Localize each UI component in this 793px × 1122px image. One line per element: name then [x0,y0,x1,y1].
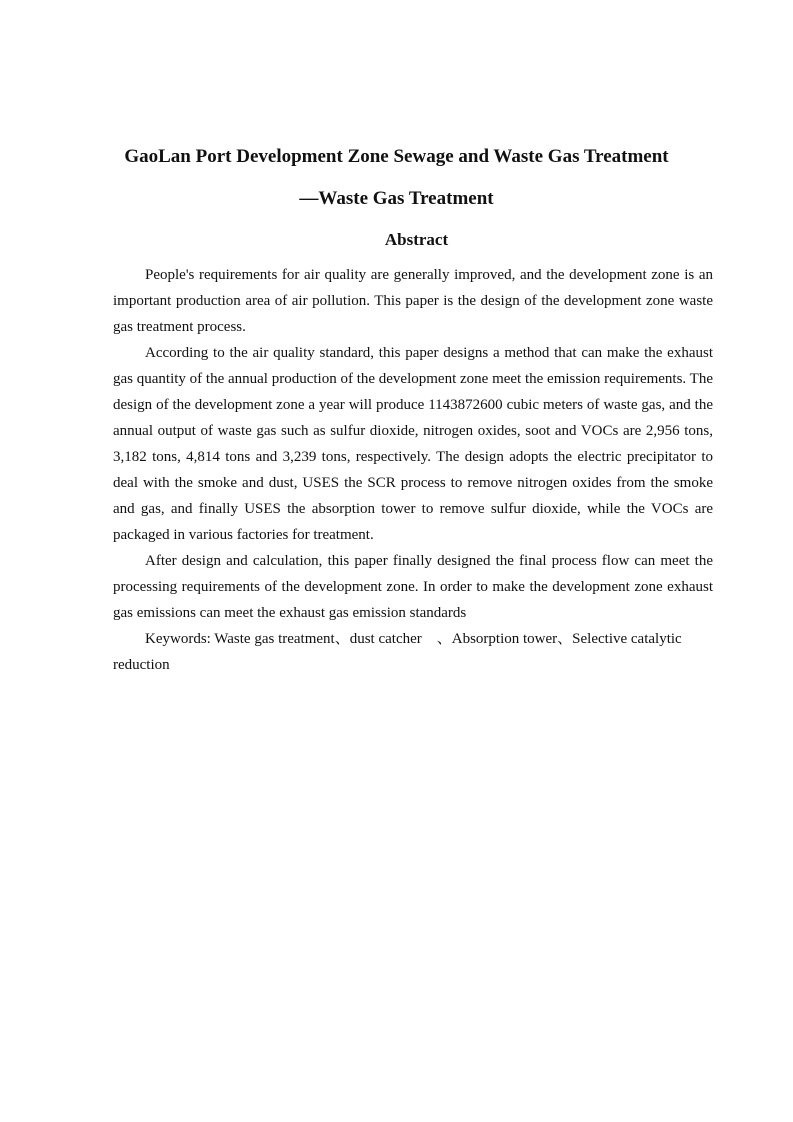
abstract-body [113,262,713,678]
abstract-heading: Abstract [384,230,449,249]
keywords-line: Keywords: Waste gas treatment、dust catcher 、Absorption tower、Selective catalytic reduction [113,631,682,673]
abstract-paragraph-2: According to the air quality standard, this paper designs a method that can make the exhaust gas quantity of the annual production of the development zone meet the emission requirements. The design of the development zone a year will produce 1143872600 cubic meters of waste gas, and the annual output of waste gas such as sulfur dioxide, nitrogen oxides, soot and VOCs are 2,956 tons, 3,182 tons, 4,814 tons and 3,239 tons, respectively. The design adopts the electric precipitator to deal with the smoke and dust, USES the SCR process to remove nitrogen oxides from the smoke and gas, and finally USES the absorption tower to remove sulfur dioxide, while the VOCs are packaged in various factories for treatment. [113,345,713,543]
abstract-paragraph-1: People's requirements for air quality are generally improved, and the development zone is an important production area of air pollution. This paper is the design of the development zone waste gas treatment process. [113,267,713,335]
paper-title: GaoLan Port Development Zone Sewage and Waste Gas Treatment [124,146,669,167]
abstract-paragraph-3: After design and calculation, this paper finally designed the final process flow can meet the processing requirements of the development zone. In order to make the development zone exhaust gas emissions can meet the exhaust gas emission standards [113,553,713,621]
paper-subtitle: —Waste Gas Treatment [299,188,494,209]
